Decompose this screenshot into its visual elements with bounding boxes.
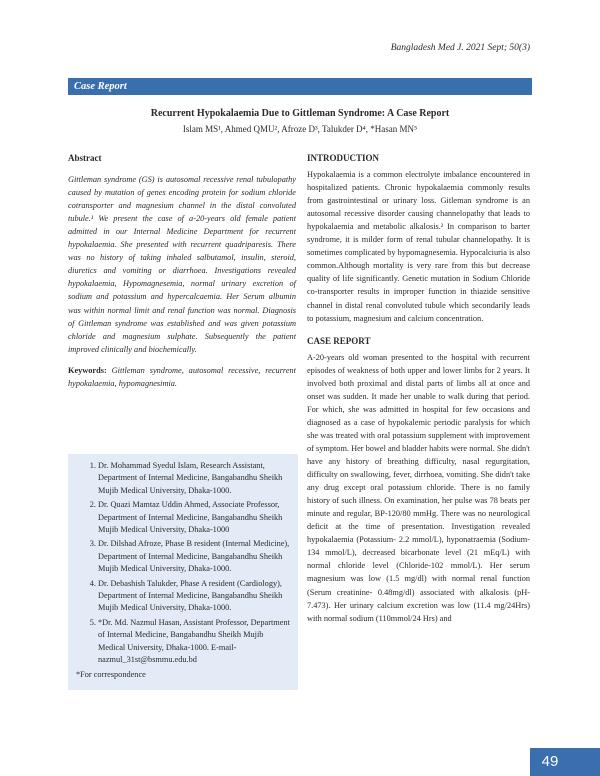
affiliation-item: 5. *Dr. Md. Nazmul Hasan, Assistant Professor, Department of Internal Medicine, Bangabandhu Sheikh Mujib Medical University, Dhaka-1000. E-mail- nazmul_31st@bsmmu.edu.bd (98, 617, 290, 667)
page-number: 49 (541, 753, 559, 770)
author-list: Islam MS¹, Ahmed QMU², Afroze D³, Talukder D⁴, *Hasan MN⁵ (182, 124, 418, 134)
right-column (307, 152, 530, 635)
affiliation-item: 1. Dr. Mohammad Syedul Islam, Research Assistant, Department of Internal Medicine, Bangabandhu Sheikh Mujib Medical University, Dhaka-1000. (98, 460, 290, 497)
abstract-section (68, 152, 296, 390)
affiliations-list (76, 460, 290, 667)
affiliations-box (68, 454, 298, 690)
affiliation-item: 2. Dr. Quazi Mamtaz Uddin Ahmed, Associate Professor, Department of Internal Medicine, Bangabandhu Sheikh Mujib Medical University, Dhaka-1000 (98, 499, 290, 536)
affiliation-item: 3. Dr. Dilshad Afroze, Phase B resident (Internal Medicine), Department of Internal Medicine, Bangabandhu Sheikh Mujib Medical University, Dhaka-1000. (98, 538, 290, 575)
abstract-heading: Abstract (68, 153, 102, 163)
keywords-label: Keywords: (68, 365, 107, 375)
introduction-body: Hypokalaemia is a common electrolyte imbalance encountered in hospitalized patients. Chronic hypokalaemia commonly results from gastrointestinal or urinary loss. Gitleman syndrome is an autosomal recessive disorder causing channelopathy that leads to hypokalaemia and metabolic alkalosis.² In comparison to barter syndrome, it is milder form of renal tubular channelopathy. It is sometimes complicated by hypomagnesemia. Hypocalciuria is also common.Although mortality is very rare from this but decrease quality of life significantly. Genetic mutation in Sodium Chloride co-transporter results in improper function in thiazide sensitive channel in distal renal convoluted tubule which secondarily leads to potassium, magnesium and calcium concentration. (307, 170, 530, 323)
abstract-body: Gittleman syndrome (GS) is autosomal recessive renal tubulopathy caused by mutation of genes encoding protein for sodium chloride cotransporter and magnesium channel in the distal convoluted tubule.¹ We present the case of a-20-years old female patient admitted in our Internal Medicine Department for recurrent hypokalaemia. She presented with recurrent quadriparesis. There was no history of taking inhaled salbutamol, insulin, steroid, diuretics and vomiting or diarrhoea. Investigations revealed hypokalaemia, Hypomagnesemia, normal urinary excretion of sodium and potassium and hypercalcaemia. Her Serum albumin was within normal limit and renal function was normal. Diagnosis of Gittleman syndrome was established and was given potassium chloride and magnesium sulphate. Subsequently the patient improved clinically and biochemically. (68, 175, 296, 354)
journal-citation: Bangladesh Med J. 2021 Sept; 50(3) (390, 43, 530, 53)
keywords-text: Gittleman syndrome, autosomal recessive, recurrent hypokalaemia, hypomagnesimia. (68, 365, 296, 388)
affiliation-item: 4. Dr. Debashish Talukder, Phase A resident (Cardiology), Department of Internal Medicine, Bangabandhu Sheikh Mujib Medical University, Dhaka-1000. (98, 578, 290, 615)
article-title: Recurrent Hypokalaemia Due to Gittleman Syndrome: A Case Report (150, 108, 450, 119)
keywords (68, 364, 296, 390)
introduction-heading: INTRODUCTION (307, 153, 380, 163)
correspondence-note: *For correspondence (76, 669, 146, 679)
case-report-body: A-20-years old woman presented to the hospital with recurrent episodes of weakness of both upper and lower limbs for 2 years. It involved both proximal and distal parts of limbs all at once and onset was sudden. It made her unable to walk during that period. For which, she was admitted in hospital for few occasions and diagnosed as a case of hypokalemic periodic paralysis for which she was treated with oral potassium supplement with improvement of symptom. Her bowel and bladder habits were normal. She didn't have any history of breathing difficulty, nasal regurgitation, difficulty on swallowing, fever, dirrhoea, vomiting. She didn't take any drug except oral potassium chloride. There is no family history of such illness. On examination, her pulse was 78 beats per minute and regular, BP-120/80 mmHg. There was no neurological deficit at the time of presentation. Investigation revealed hypokalaemia (Potassium- 2.2 mmol/L), hyponatraemia (Sodium- 134 mmol/L), decreased bicarbonate level (21 mEq/L) with normal chloride level (Chloride-102 mmol/L). Her serum magnesium was low (1.5 mg/dl) with normal renal function (Serum creatinine- 0.48mg/dl) associated with alkalosis (pH-7.473). Her urinary calcium excretion was low (11.4 mg/24Hrs) with normal sodium (110mmol/24 Hrs) and (307, 352, 530, 623)
section-banner: Case Report (68, 78, 532, 95)
case-report-heading: CASE REPORT (307, 335, 371, 346)
